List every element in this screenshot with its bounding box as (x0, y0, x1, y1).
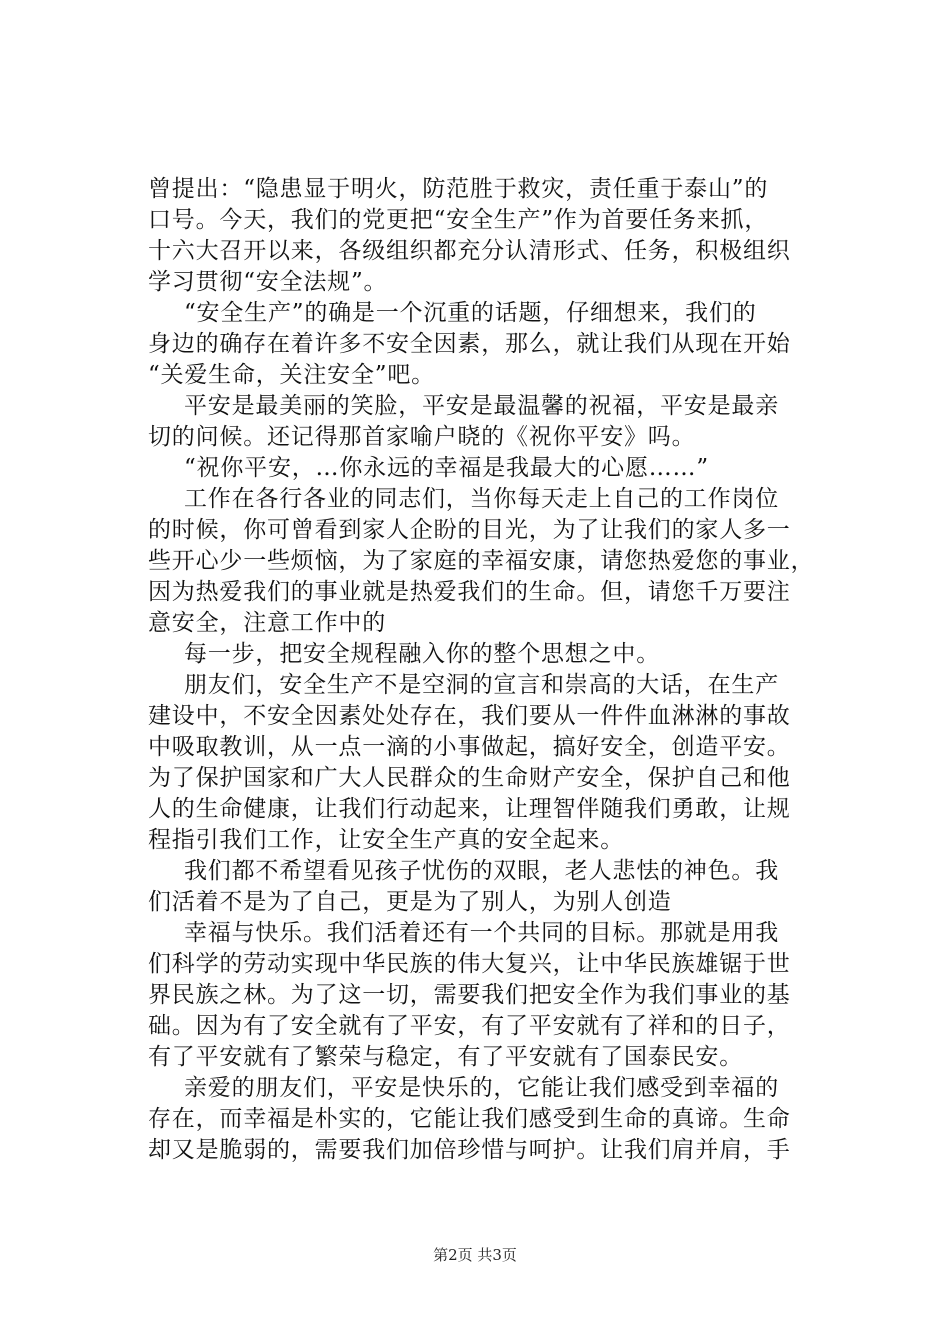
text-line: 切的问候。还记得那首家喻户晓的《祝你平安》吗。 (148, 424, 696, 450)
text-line: 每一步，把安全规程融入你的整个思想之中。 (184, 641, 660, 667)
text-line: 础。因为有了安全就有了平安，有了平安就有了祥和的日子， (148, 1013, 791, 1039)
text-line: 幸福与快乐。我们活着还有一个共同的目标。那就是用我 (184, 920, 779, 946)
text-line: “安全生产”的确是一个沉重的话题，仔细想来，我们的 (184, 300, 757, 326)
text-line: 存在，而幸福是朴实的，它能让我们感受到生命的真谛。生命 (148, 1106, 791, 1132)
text-line: 工作在各行各业的同志们，当你每天走上自己的工作岗位 (184, 486, 779, 512)
text-line: 有了平安就有了繁荣与稳定，有了平安就有了国泰民安。 (148, 1044, 743, 1070)
text-line: 学习贯彻“安全法规”。 (148, 269, 388, 295)
text-line: 们活着不是为了自己，更是为了别人，为别人创造 (148, 889, 672, 915)
text-line: 十六大召开以来，各级组织都充分认清形式、任务，积极组织 (148, 238, 791, 264)
body-text (148, 174, 838, 1166)
text-line: 建设中，不安全因素处处存在，我们要从一件件血淋淋的事故 (148, 703, 791, 729)
text-line: 程指引我们工作，让安全生产真的安全起来。 (148, 827, 624, 853)
text-line: 些开心少一些烦恼，为了家庭的幸福安康，请您热爱您的事业， (148, 548, 815, 574)
text-line: “关爱生命，关注安全”吧。 (148, 362, 435, 388)
text-line: 中吸取教训，从一点一滴的小事做起，搞好安全，创造平安。 (148, 734, 791, 760)
text-line: 曾提出：“隐患显于明火，防范胜于救灾，责任重于泰山”的 (148, 176, 769, 202)
text-line: 的时候，你可曾看到家人企盼的目光，为了让我们的家人多一 (148, 517, 791, 543)
text-line: 们科学的劳动实现中华民族的伟大复兴，让中华民族雄锯于世 (148, 951, 791, 977)
text-line: 却又是脆弱的，需要我们加倍珍惜与呵护。让我们肩并肩，手 (148, 1137, 791, 1163)
text-line: “祝你平安，…你永远的幸福是我最大的心愿……” (184, 455, 709, 481)
page-footer: 第2页 共3页 (433, 1246, 517, 1264)
text-line: 意安全，注意工作中的 (148, 610, 386, 636)
text-line: 朋友们，安全生产不是空洞的宣言和崇高的大话，在生产 (184, 672, 779, 698)
text-line: 人的生命健康，让我们行动起来，让理智伴随我们勇敢，让规 (148, 796, 791, 822)
text-line: 因为热爱我们的事业就是热爱我们的生命。但，请您千万要注 (148, 579, 791, 605)
text-line: 为了保护国家和广大人民群众的生命财产安全，保护自己和他 (148, 765, 791, 791)
text-line: 亲爱的朋友们，平安是快乐的，它能让我们感受到幸福的 (184, 1075, 779, 1101)
text-line: 我们都不希望看见孩子忧伤的双眼，老人悲怯的神色。我 (184, 858, 779, 884)
text-line: 身边的确存在着许多不安全因素，那么，就让我们从现在开始 (148, 331, 791, 357)
text-line: 口号。今天，我们的党更把“安全生产”作为首要任务来抓， (148, 207, 769, 233)
text-line: 平安是最美丽的笑脸，平安是最温馨的祝福，平安是最亲 (184, 393, 779, 419)
text-line: 界民族之林。为了这一切，需要我们把安全作为我们事业的基 (148, 982, 791, 1008)
